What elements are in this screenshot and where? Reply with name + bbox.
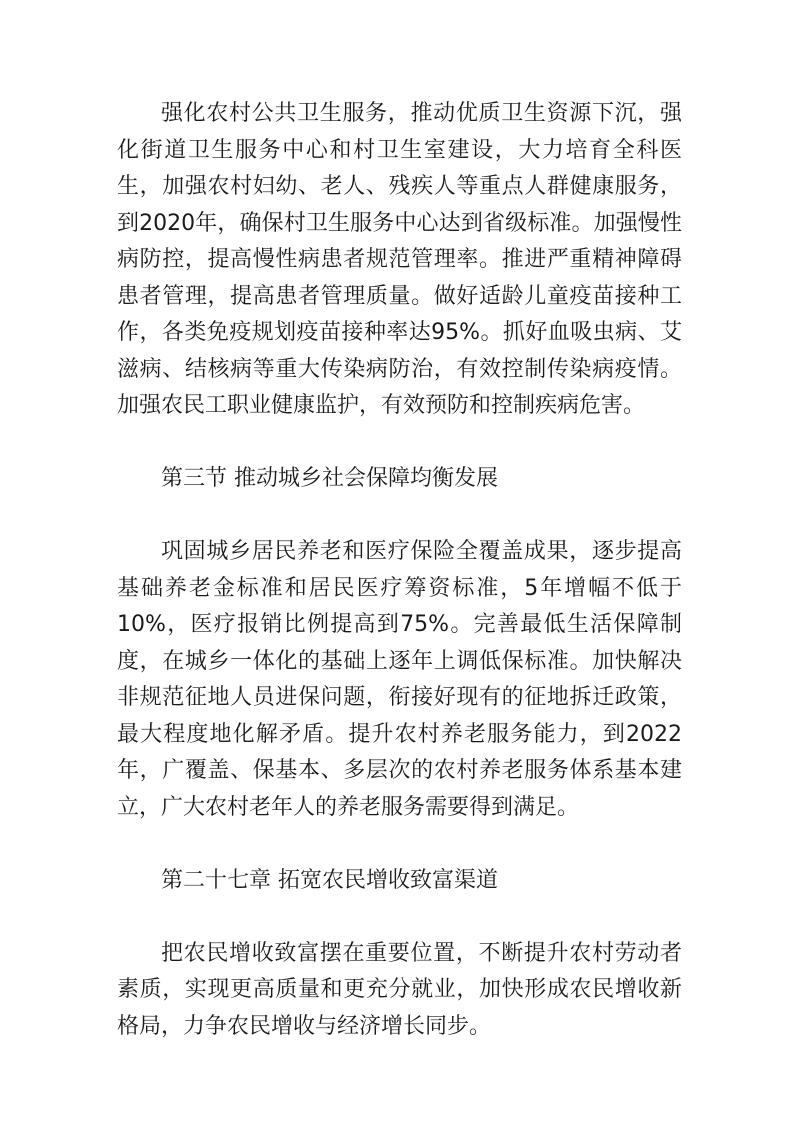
chapter-heading-farmer-income: 第二十七章 拓宽农民增收致富渠道	[161, 867, 498, 893]
paragraph-social-security: 巩固城乡居民养老和医疗保险全覆盖成果，逐步提高基础养老金标准和居民医疗筹资标准，5年增幅不低于10%，医疗报销比例提高到75%。完善最低生活保障制度，在城乡一体化的基础上逐年上调低保标准。加快解决非规范征地人员进保问题，衔接好现有的征地拆迁政策，最大程度地化解矛盾。提升农村养老服务能力，到2022年，广覆盖、保基本、多层次的农村养老服务体系基本建立，广大农村老年人的养老服务需要得到满足。	[117, 539, 682, 820]
document-body	[117, 96, 682, 1045]
paragraph-gap	[117, 826, 682, 863]
paragraph-rural-public-health: 强化农村公共卫生服务，推动优质卫生资源下沉，强化街道卫生服务中心和村卫生室建设，大力培育全科医生，加强农村妇幼、老人、残疾人等重点人群健康服务，到2020年，确保村卫生服务中心达到省级标准。加强慢性病防控，提高慢性病患者规范管理率。推进严重精神障碍患者管理，提高患者管理质量。做好适龄儿童疫苗接种工作，各类免疫规划疫苗接种率达95%。抓好血吸虫病、艾滋病、结核病等重大传染病防治，有效控制传染病疫情。加强农民工职业健康监护，有效预防和控制疾病危害。	[117, 101, 682, 418]
paragraph-gap	[117, 498, 682, 535]
paragraph-gap	[117, 425, 682, 462]
section-heading-social-security: 第三节 推动城乡社会保障均衡发展	[161, 466, 498, 491]
paragraph-gap	[117, 899, 682, 936]
paragraph-farmer-income: 把农民增收致富摆在重要位置，不断提升农村劳动者素质，实现更高质量和更充分就业，加快形成农民增收新格局，力争农民增收与经济增长同步。	[117, 940, 682, 1039]
